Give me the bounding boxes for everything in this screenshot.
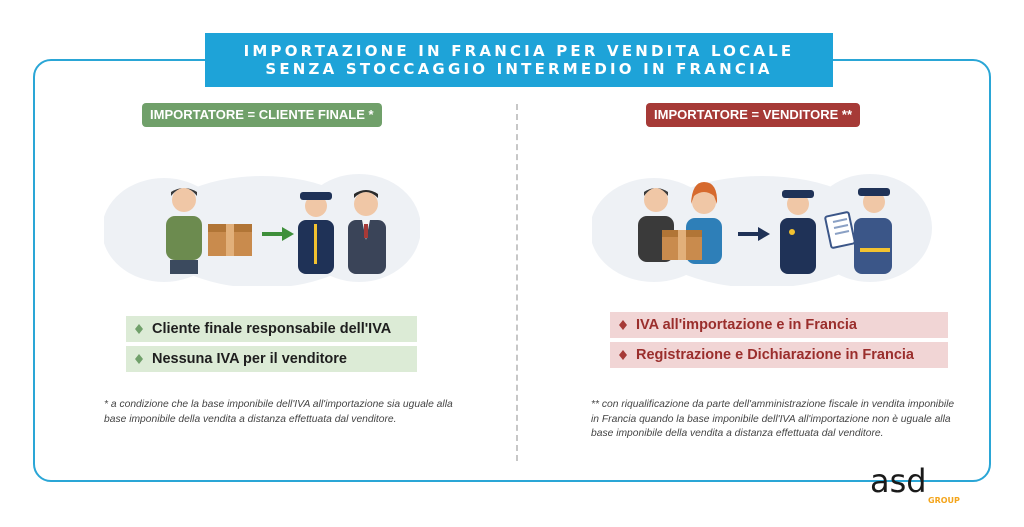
diamond-icon — [619, 350, 627, 360]
final-client-point-no-vat — [126, 346, 417, 372]
final-client-customs-illustration-icon — [104, 168, 420, 286]
seller-customs-illustration-icon — [592, 168, 932, 286]
diamond-icon — [619, 320, 627, 330]
final-client-point-vat-responsible — [126, 316, 417, 342]
logo-sub-text: GROUP — [928, 496, 960, 505]
diamond-icon — [135, 324, 143, 334]
final-client-footnote: * a condizione che la base imponibile dell'IVA all'importazione sia uguale alla base imponibile della vendita a distanza effettuata dal venditore. — [104, 399, 453, 425]
logo-main-text: asd — [870, 462, 927, 500]
point-label: Cliente finale responsabile dell'IVA — [152, 321, 392, 337]
title-line-1: IMPORTAZIONE IN FRANCIA PER VENDITA LOCALE — [243, 42, 795, 60]
point-label: Registrazione e Dichiarazione in Francia — [636, 347, 914, 363]
importer-final-client-tag: IMPORTATORE = CLIENTE FINALE * — [142, 103, 382, 127]
seller-point-registration — [610, 342, 948, 368]
seller-point-import-vat — [610, 312, 948, 338]
point-label: IVA all'importazione e in Francia — [636, 317, 857, 333]
importer-seller-tag: IMPORTATORE = VENDITORE ** — [646, 103, 860, 127]
title-line-2: SENZA STOCCAGGIO INTERMEDIO IN FRANCIA — [265, 60, 773, 78]
diamond-icon — [135, 354, 143, 364]
title-banner — [205, 33, 833, 87]
column-divider — [516, 104, 518, 461]
seller-footnote: ** con riqualificazione da parte dell'amministrazione fiscale in vendita imponibile in Francia quando la base imponibile dell'IVA all'importazione non è uguale alla base imponibile della vendita a distanza effettuata dal venditore. — [591, 399, 955, 440]
point-label: Nessuna IVA per il venditore — [152, 351, 347, 367]
asd-group-logo — [866, 458, 976, 506]
